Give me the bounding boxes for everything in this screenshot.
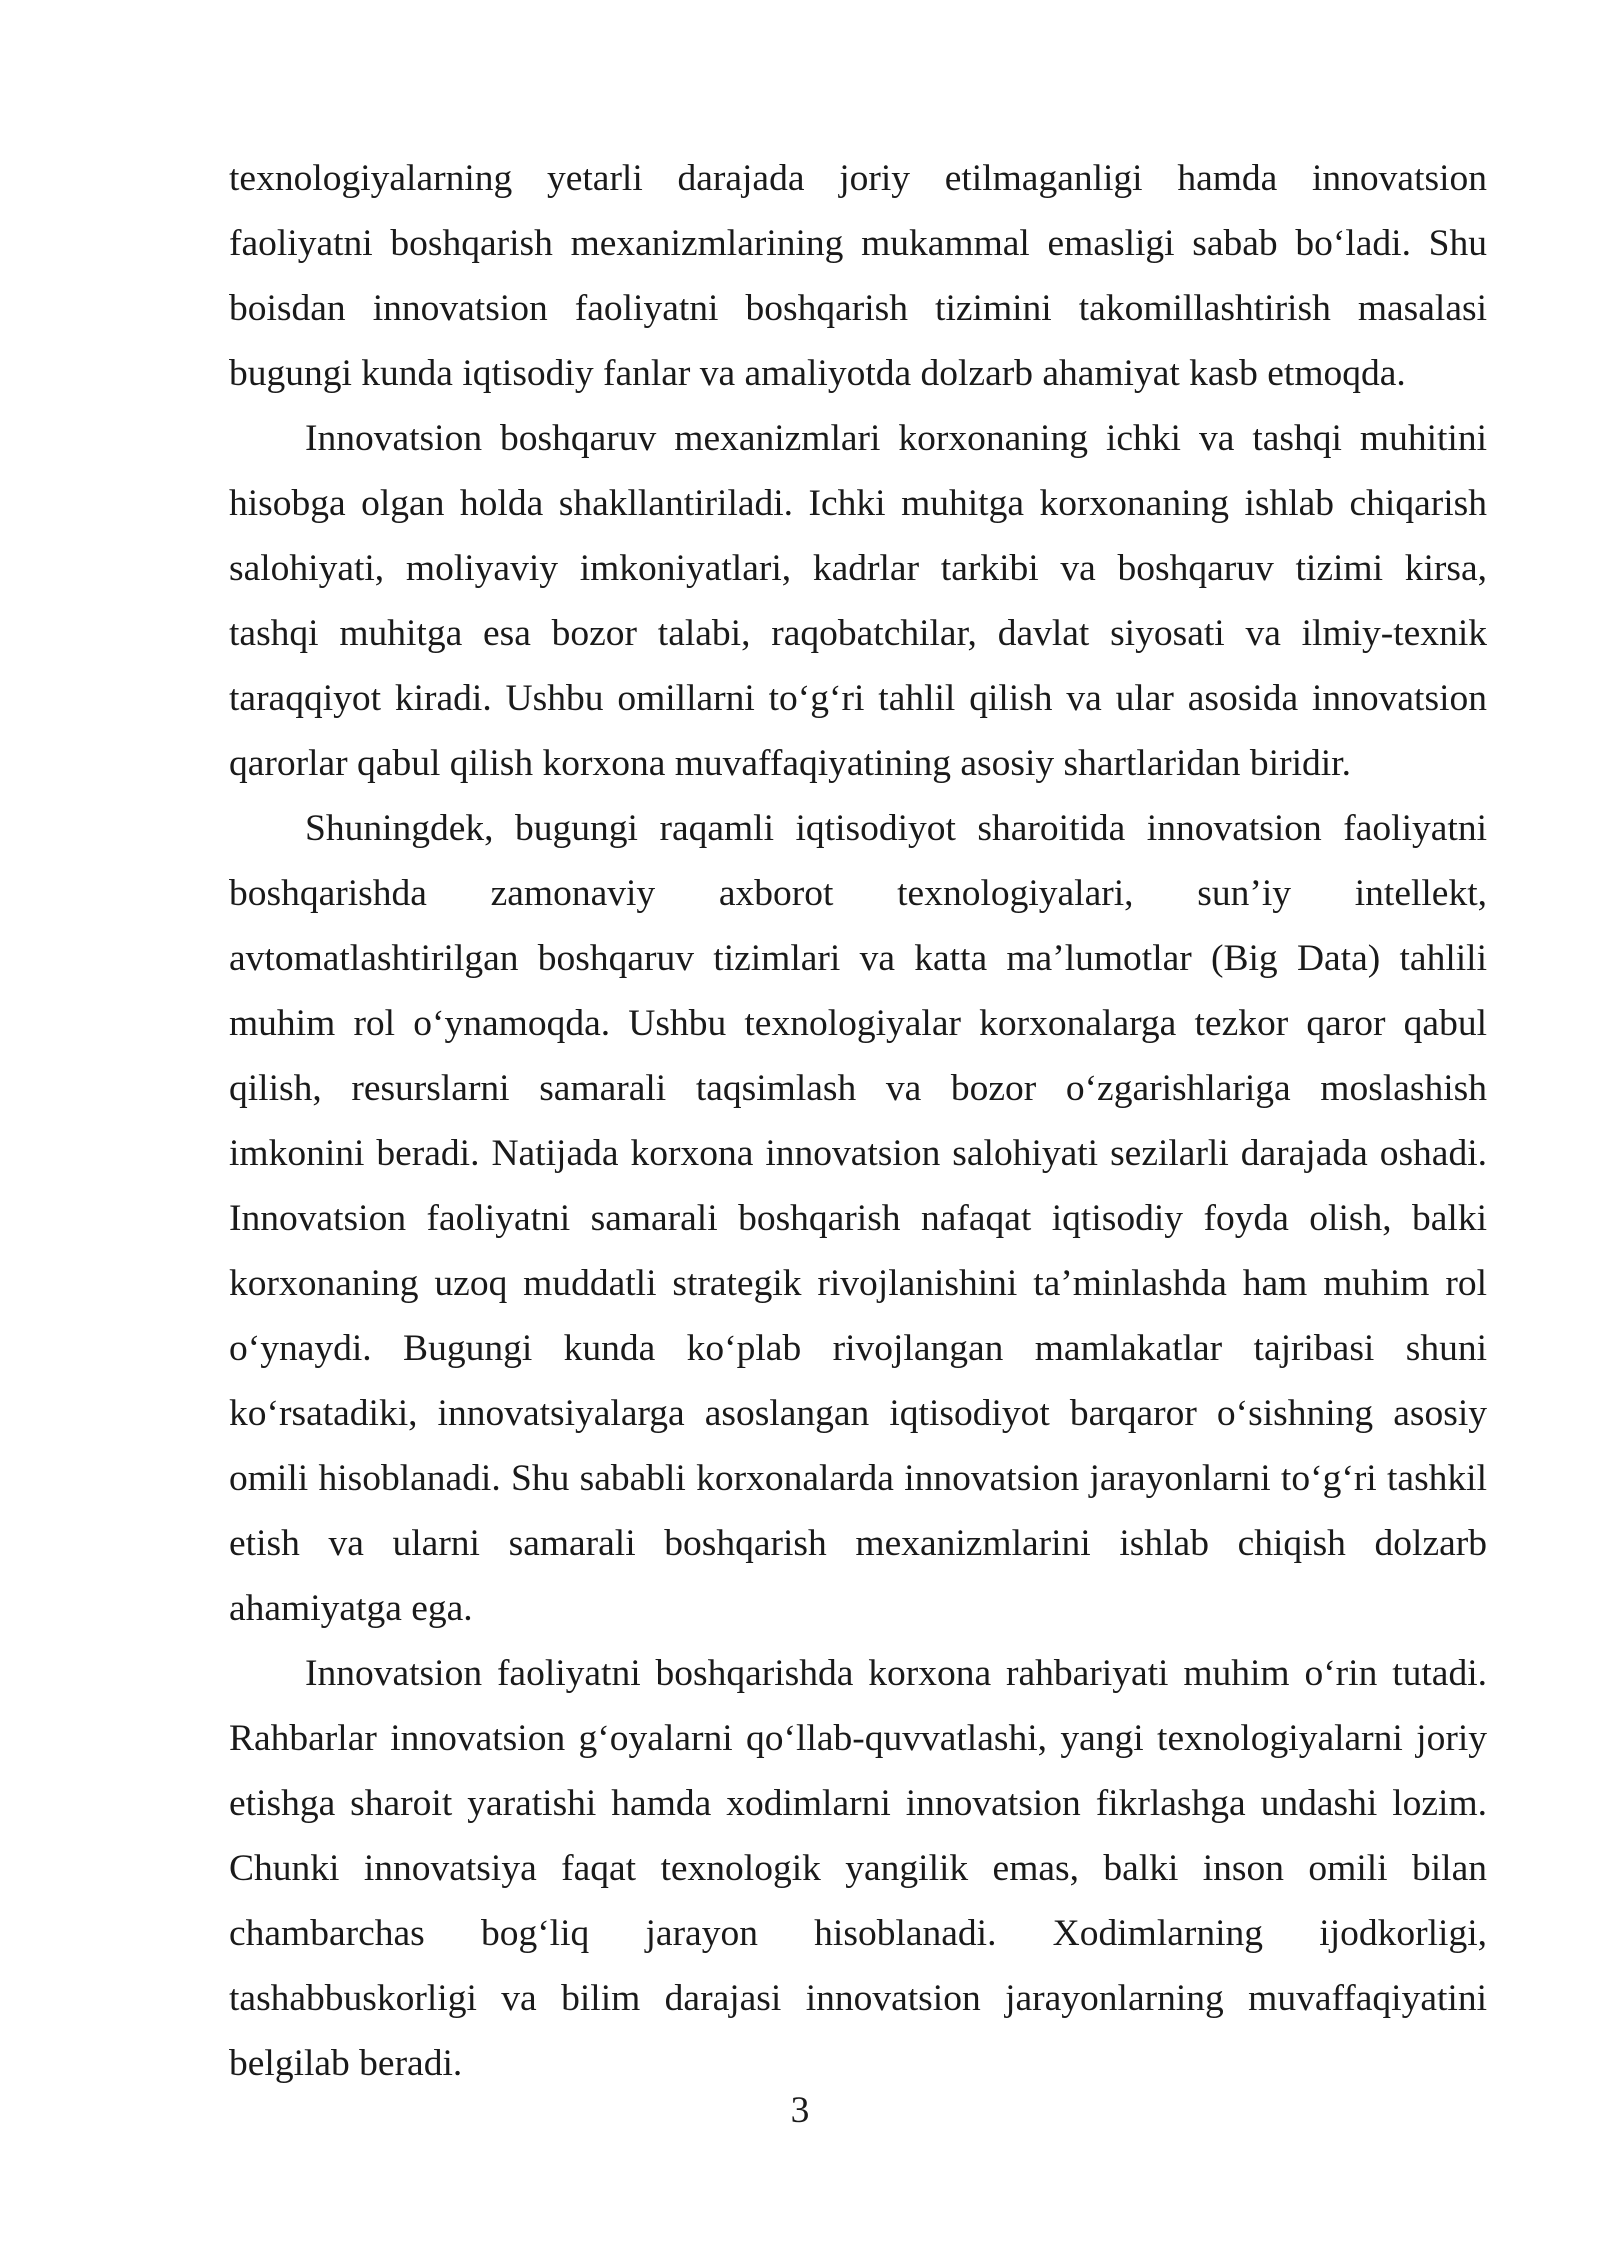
paragraph-4: Innovatsion faoliyatni boshqarishda korxona rahbariyati muhim oʻrin tutadi. Rahbarlar innovatsion gʻoyalarni qoʻllab-quvvatlashi, yangi texnologiyalarni joriy etishga sharoit yaratishi hamda xodimlarni innovatsion fikrlashga undashi lozim. Chunki innovatsiya faqat texnologik yangilik emas, balki inson omili bilan chambarchas bogʻliq jarayon hisoblanadi. Xodimlarning ijodkorligi, tashabbuskorligi va bilim darajasi innovatsion jarayonlarning muvaffaqiyatini belgilab beradi.	[229, 1653, 1487, 2084]
paragraph-3: Shuningdek, bugungi raqamli iqtisodiyot sharoitida innovatsion faoliyatni boshqarishda zamonaviy axborot texnologiyalari, sun’iy intellekt, avtomatlashtirilgan boshqaruv tizimlari va katta ma’lumotlar (Big Data) tahlili muhim rol oʻynamoqda. Ushbu texnologiyalar korxonalarga tezkor qaror qabul qilish, resurslarni samarali taqsimlash va bozor oʻzgarishlariga moslashish imkonini beradi. Natijada korxona innovatsion salohiyati sezilarli darajada oshadi. Innovatsion faoliyatni samarali boshqarish nafaqat iqtisodiy foyda olish, balki korxonaning uzoq muddatli strategik rivojlanishini ta’minlashda ham muhim rol oʻynaydi. Bugungi kunda koʻplab rivojlangan mamlakatlar tajribasi shuni koʻrsatadiki, innovatsiyalarga asoslangan iqtisodiyot barqaror oʻsishning asosiy omili hisoblanadi. Shu sababli korxonalarda innovatsion jarayonlarni toʻgʻri tashkil etish va ularni samarali boshqarish mexanizmlarini ishlab chiqish dolzarb ahamiyatga ega.	[229, 808, 1487, 1629]
page-number: 3	[790, 2090, 810, 2131]
body-text	[229, 146, 1487, 2096]
paragraph-2: Innovatsion boshqaruv mexanizmlari korxonaning ichki va tashqi muhitini hisobga olgan holda shakllantiriladi. Ichki muhitga korxonaning ishlab chiqarish salohiyati, moliyaviy imkoniyatlari, kadrlar tarkibi va boshqaruv tizimi kirsa, tashqi muhitga esa bozor talabi, raqobatchilar, davlat siyosati va ilmiy-texnik taraqqiyot kiradi. Ushbu omillarni toʻgʻri tahlil qilish va ular asosida innovatsion qarorlar qabul qilish korxona muvaffaqiyatining asosiy shartlaridan biridir.	[229, 418, 1487, 784]
paragraph-1: texnologiyalarning yetarli darajada joriy etilmaganligi hamda innovatsion faoliyatni boshqarish mexanizmlarining mukammal emasligi sabab boʻladi. Shu boisdan innovatsion faoliyatni boshqarish tizimini takomillashtirish masalasi bugungi kunda iqtisodiy fanlar va amaliyotda dolzarb ahamiyat kasb etmoqda.	[229, 158, 1487, 394]
